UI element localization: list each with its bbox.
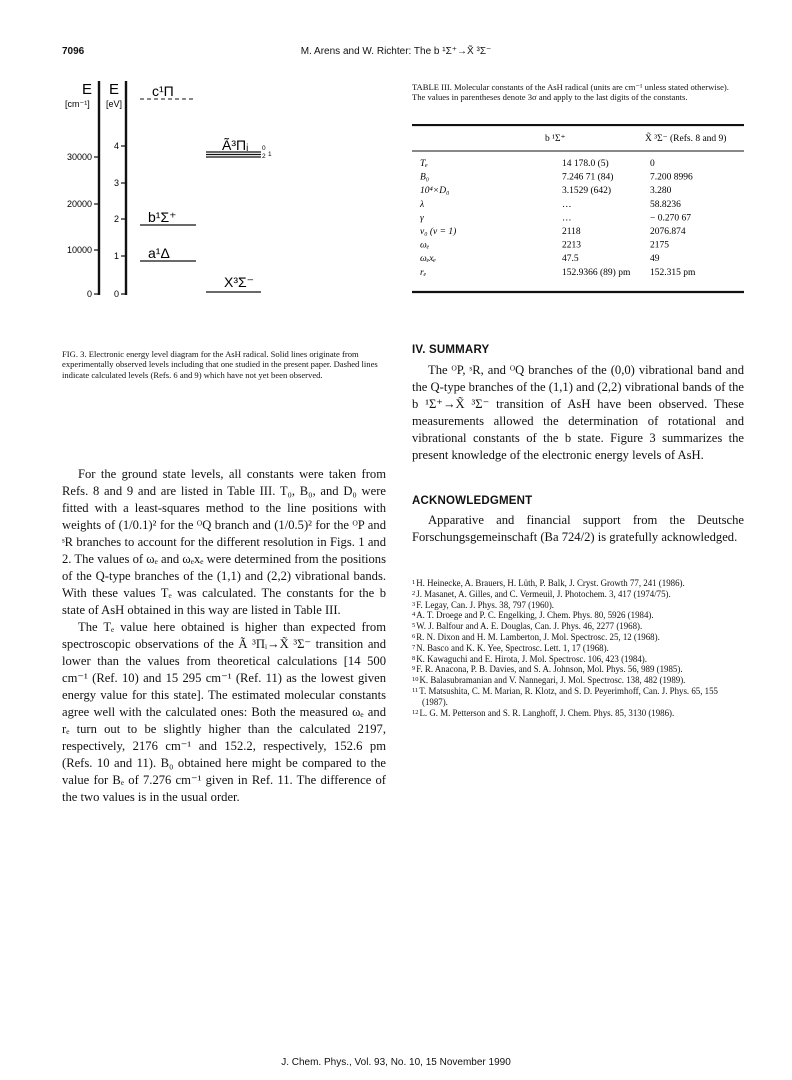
reference-number: 9 <box>412 665 416 673</box>
paragraph: The ᴼP, ˢR, and ᴼQ branches of the (0,0) vibrational band and the Q-type branches of the (1,1) and (2,2) vibrational bands of the b ¹Σ⁺→X̃ ³Σ⁻ transition of AsH have been observed. These measurements allowed the determination of rotational and vibrational constants of the b state. Figure 3 summarizes the present knowledge of the electronic energy levels of AsH. <box>412 363 744 462</box>
reference-text: F. Legay, Can. J. Phys. 38, 797 (1960). <box>416 599 554 610</box>
ev-tick-label: 2 <box>113 214 119 224</box>
page-number: 7096 <box>62 46 85 57</box>
reference-text: J. Masanet, A. Gilles, and C. Vermeuil, J. Photochem. 3, 417 (1974/75). <box>416 588 671 599</box>
reference-item <box>412 708 744 719</box>
level-A3pi-sublabel: 1 <box>268 151 272 158</box>
reference-item <box>412 621 744 632</box>
reference-number: 5 <box>412 622 416 630</box>
ev-tick-label: 4 <box>113 141 119 151</box>
table-cell-b: 3.1529 (642) <box>562 186 612 197</box>
table-cell-b: 2213 <box>562 240 581 251</box>
table-cell-param: ωₑ <box>420 240 430 251</box>
level-label-c1pi: c¹Π <box>152 83 174 99</box>
reference-item <box>412 686 744 708</box>
reference-item <box>412 654 744 665</box>
table-caption: TABLE III. Molecular constants of the AsH radical (units are cm⁻¹ unless stated otherwise). The values in parentheses denote 3σ and apply to the last digits of the constants. <box>412 82 729 103</box>
summary-heading: IV. SUMMARY <box>412 344 490 356</box>
reference-item <box>412 675 744 686</box>
reference-text: T. Matsushita, C. M. Marian, R. Klotz, and S. D. Peyerimhoff, Can. J. Phys. 65, 155 (1987). <box>419 685 718 707</box>
reference-text: R. N. Dixon and H. M. Lamberton, J. Mol. Spectrosc. 25, 12 (1968). <box>416 631 660 642</box>
table-molecular-constants <box>412 124 744 294</box>
reference-item <box>412 632 744 643</box>
ev-tick-label: 3 <box>113 178 119 188</box>
axis-e-ev-unit: [eV] <box>106 99 123 109</box>
cm-tick-label: 30000 <box>66 152 92 162</box>
table-cell-param: λ <box>420 199 425 210</box>
table-cell-param: 10⁴×D₀ <box>420 186 450 197</box>
reference-number: 10 <box>412 676 419 684</box>
reference-number: 4 <box>412 611 416 619</box>
reference-list <box>412 578 744 718</box>
table-cell-x: − 0.270 67 <box>650 213 691 224</box>
paragraph: For the ground state levels, all constants were taken from Refs. 8 and 9 and are listed in Table III. T₀, B₀, and D₀ were fitted with a least-squares method to the line positions with weights of (1/0.1)² for the ᴼQ branch and (1/0.5)² for the ᴼP and ˢR branches to account for the different resolution in Figs. 1 and 2. The values of ωₑ and ωₑxₑ were determined from the positions of the Q-type branches of the (1,1) and (2,2) vibrational bands. With these values Tₑ was calculated. The constants for the b state of AsH obtained in this way are listed in Table III. <box>62 467 386 617</box>
paragraph: Apparative and financial support from the Deutsche Forschungsgemeinschaft (Ba 724/2) is gratefully acknowledged. <box>412 513 744 544</box>
reference-text: K. Balasubramanian and V. Nannegari, J. Mol. Spectrosc. 138, 482 (1989). <box>419 675 686 686</box>
reference-number: 8 <box>412 654 416 662</box>
acknowledgment-heading: ACKNOWLEDGMENT <box>412 495 533 507</box>
level-label-X3sigma: X³Σ⁻ <box>224 274 255 290</box>
table-cell-param: rₑ <box>420 267 427 278</box>
reference-text: N. Basco and K. K. Yee, Spectrosc. Lett. 1, 17 (1968). <box>416 642 609 653</box>
cm-tick-label: 0 <box>86 289 92 299</box>
table-cell-b: 152.9366 (89) pm <box>562 267 631 278</box>
reference-number: 11 <box>412 686 419 694</box>
table-cell-param: ωₑxₑ <box>420 254 436 265</box>
level-label-A3pi: Ã³Πᵢ <box>222 137 249 153</box>
level-label-a1delta: a¹Δ <box>148 245 170 261</box>
paragraph: The Tₑ value here obtained is higher than expected from spectroscopic observations of the Ã ³Πᵢ→X̃ ³Σ⁻ transition and lower than the values from theoretical calculations [14 500 cm⁻¹ (Ref. 10) and 15 295 cm⁻¹ (Ref. 11) as the lowest given energy value for this state]. The estimated molecular constants agree well with the calculated ones: Both the measured ωₑ and rₑ turn out to be slightly higher than the calculated 2197, respectively, 2176 cm⁻¹ and 152.2, respectively, 152.6 pm (Refs. 10 and 11). B₀ obtained here might be compared to the value for Bₑ of 7.276 cm⁻¹ given in Ref. 11. The difference of the two values is in the usual order. <box>62 620 386 804</box>
table-cell-b: 7.246 71 (84) <box>562 172 614 183</box>
reference-text: A. T. Droege and P. C. Engelking, J. Chem. Phys. 80, 5926 (1984). <box>416 610 654 621</box>
reference-item <box>412 578 744 589</box>
reference-text: K. Kawaguchi and E. Hirota, J. Mol. Spectrosc. 106, 423 (1984). <box>416 653 647 664</box>
running-head: M. Arens and W. Richter: The b ¹Σ⁺→X̃ ³Σ⁻ <box>300 46 492 57</box>
level-label-b1sigma: b¹Σ⁺ <box>148 209 177 225</box>
table-cell-param: γ <box>420 213 424 224</box>
left-column-text <box>62 466 386 806</box>
reference-text: W. J. Balfour and A. E. Douglas, Can. J. Phys. 46, 2277 (1968). <box>416 621 643 632</box>
table-header-b: b ¹Σ⁺ <box>545 134 566 144</box>
ev-tick-label: 1 <box>113 251 119 261</box>
table-body <box>412 124 744 294</box>
table-cell-param: B₀ <box>420 172 430 183</box>
summary-section <box>412 362 744 464</box>
level-A3pi-sublabel: 0 <box>262 145 266 152</box>
table-cell-x: 2175 <box>650 240 669 251</box>
energy-level-diagram <box>56 78 386 308</box>
axis-e-cm-unit: [cm⁻¹] <box>65 99 90 109</box>
journal-footer: J. Chem. Phys., Vol. 93, No. 10, 15 November 1990 <box>281 1057 511 1068</box>
axis-e-cm-label: E <box>82 81 93 98</box>
level-A3pi-sublabel: 2 <box>262 153 266 160</box>
table-cell-x: 7.200 8996 <box>650 172 693 183</box>
table-cell-x: 152.315 pm <box>650 267 696 278</box>
reference-number: 7 <box>412 643 416 651</box>
reference-number: 1 <box>412 579 416 586</box>
reference-number: 12 <box>412 708 419 716</box>
table-cell-b: 47.5 <box>562 254 579 265</box>
ev-tick-label: 0 <box>113 289 119 299</box>
cm-tick-label: 10000 <box>66 245 92 255</box>
reference-item <box>412 600 744 611</box>
table-header-x: X̃ ³Σ⁻ (Refs. 8 and 9) <box>645 134 727 144</box>
table-cell-x: 3.280 <box>650 186 672 197</box>
reference-number: 6 <box>412 632 416 640</box>
table-cell-x: 0 <box>650 159 655 169</box>
table-cell-x: 49 <box>650 254 660 265</box>
table-rows <box>419 158 696 278</box>
reference-item <box>412 589 744 600</box>
reference-text: H. Heinecke, A. Brauers, H. Lüth, P. Balk, J. Cryst. Growth 77, 241 (1986). <box>416 578 685 588</box>
table-cell-b: … <box>562 199 572 210</box>
table-cell-x: 58.8236 <box>650 199 681 210</box>
table-cell-x: 2076.874 <box>650 227 686 237</box>
cm-tick-label: 20000 <box>66 199 92 209</box>
reference-item <box>412 664 744 675</box>
table-cell-b: 14 178.0 (5) <box>562 159 609 169</box>
reference-number: 3 <box>412 600 416 608</box>
acknowledgment-section <box>412 512 744 546</box>
reference-item <box>412 643 744 654</box>
reference-number: 2 <box>412 589 416 597</box>
reference-text: L. G. M. Petterson and S. R. Langhoff, J. Chem. Phys. 85, 3130 (1986). <box>419 707 675 718</box>
table-cell-param: Tₑ <box>420 159 428 169</box>
reference-text: F. R. Anacona, P. B. Davies, and S. A. Johnson, Mol. Phys. 56, 989 (1985). <box>416 664 683 675</box>
reference-item <box>412 610 744 621</box>
table-cell-b: 2118 <box>562 227 581 237</box>
table-cell-b: … <box>562 213 572 224</box>
axis-e-ev-label: E <box>109 81 120 98</box>
figure-caption: FIG. 3. Electronic energy level diagram for the AsH radical. Solid lines originate from experimentally observed levels including that one studied in the present paper. Dashed lines indicate calculated levels (Refs. 6 and 9) which have not yet been observed. <box>62 349 378 380</box>
table-cell-param: ν₀ (v = 1) <box>420 227 457 237</box>
